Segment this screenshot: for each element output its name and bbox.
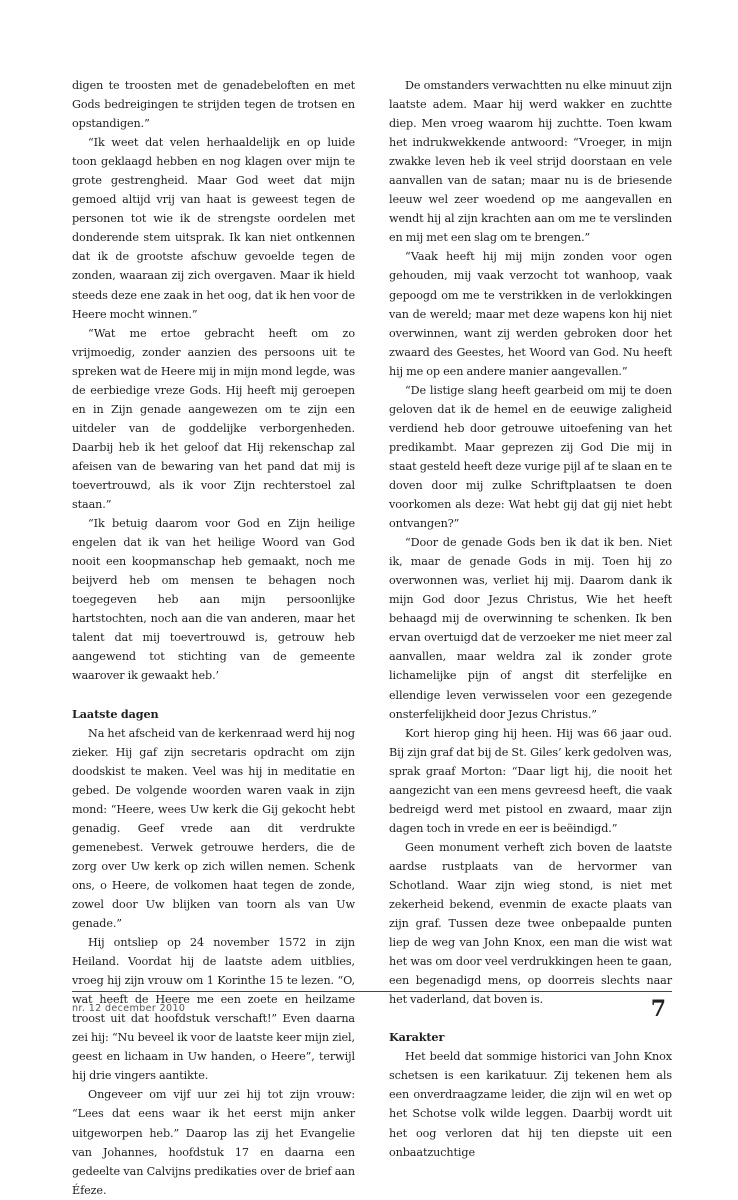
paragraph: Hij ontsliep op 24 november 1572 in zijn Heiland. Voordat hij de laatste adem uitblies, vroeg hij zijn vrouw om 1 Korinthe 15 te lezen. “O, wat heeft de Heere me een zoete en heilzame troost uit dat hoofdstuk verschaft!” Even daarna zei hij: “Nu beveel ik voor de laatste keer mijn ziel, geest en lichaam in Uw handen, o Heere”, terwijl hij drie vingers aantikte. bbox=[72, 936, 355, 1083]
section-heading-karakter: Karakter bbox=[389, 1030, 445, 1045]
section-spacer bbox=[389, 1009, 672, 1028]
page-number: 7 bbox=[650, 996, 666, 1022]
paragraph: “Wat me ertoe gebracht heeft om zo vrijmoedig, zonder aanzien des persoons uit te spreken wat de Heere mij in mijn mond legde, was de eerbiedige vreze Gods. Hij heeft mij geroepen en in Zijn genade aangewezen om te zijn een uitdeler van de goddelijke verborgenheden. Daarbij heb ik het geloof dat Hij rekenschap zal afeisen van de bewaring van het pand dat mij is toevertrouwd, als ik voor Zijn rechterstoel zal staan.” bbox=[72, 326, 355, 512]
paragraph: De omstanders verwachtten nu elke minuut zijn laatste adem. Maar hij werd wakker en zuchtte diep. Men vroeg waarom hij zuchtte. Toen kwam het indrukwekkende antwoord: “Vroeger, in mijn zwakke leven heb ik veel strijd doorstaan en vele aanvallen van de satan; maar nu is de briesende leeuw wel zeer woedend op me aangevallen en wendt hij al zijn krachten aan om me te verslinden en mij met een slag om te brengen.” bbox=[389, 79, 672, 245]
footer-rule bbox=[72, 991, 672, 992]
issue-label: nr. 12 december 2010 bbox=[72, 1003, 186, 1014]
paragraph: Kort hierop ging hij heen. Hij was 66 jaar oud. Bij zijn graf dat bij de St. Giles’ kerk gedolven was, sprak graaf Morton: “Daar ligt hij, die nooit het aangezicht van een mens gevreesd heeft, die vaak bedreigd werd met pistool en zwaard, maar zijn dagen toch in vrede en eer is beëindigd.” bbox=[389, 726, 672, 835]
paragraph: “Ik betuig daarom voor God en Zijn heilige engelen dat ik van het heilige Woord van God nooit een koopmanschap heb gemaakt, noch me beijverd heb om mensen te behagen noch toegegeven heb aan mijn persoonlijke hartstochten, noch aan die van anderen, maar het talent dat mij toevertrouwd is, getrouw heb aangewend tot stichting van de gemeente waarover ik gewaakt heb.’ bbox=[72, 517, 355, 683]
paragraph: Na het afscheid van de kerkenraad werd hij nog zieker. Hij gaf zijn secretaris opdracht om zijn doodskist te maken. Veel was hij in meditatie en gebed. De volgende woorden waren vaak in zijn mond: “Heere, wees Uw kerk die Gij gekocht hebt genadig. Geef vrede aan dit verdrukte gemenebest. Verwek getrouwe herders, die de zorg over Uw kerk op zich willen nemen. Schenk ons, o Heere, de volkomen haat tegen de zonde, zowel door Uw blijken van toorn als van Uw genade.” bbox=[72, 726, 355, 931]
paragraph: “Ik weet dat velen herhaaldelijk en op luide toon geklaagd hebben en nog klagen over mijn te grote gestrengheid. Maar God weet dat mijn gemoed altijd vrij van haat is geweest tegen de personen tot wie ik de strengste oordelen met donderende stem uitsprak. Ik kan niet ontkennen dat ik de grootste afschuw gevoelde tegen de zonden, waaraan zij zich overgaven. Maar ik hield steeds deze ene zaak in het oog, dat ik hen voor de Heere mocht winnen.” bbox=[72, 136, 355, 321]
paragraph: “Vaak heeft hij mij mijn zonden voor ogen gehouden, mij vaak verzocht tot wanhoop, vaak gepoogd om me te verstrikken in de verlokkingen van de wereld; maar met deze wapens kon hij niet overwinnen, want zij werden gebroken door het zwaard des Geestes, het Woord van God. Nu heeft hij me op een andere manier aangevallen.” bbox=[389, 250, 672, 378]
paragraph: Ongeveer om vijf uur zei hij tot zijn vrouw: “Lees dat eens waar ik het eerst mijn anker uitgeworpen heb.” Daarop las zij het Evangelie van Johannes, hoofdstuk 17 en daarna een gedeelte van Calvijns predikaties over de brief aan Éfeze. bbox=[72, 1088, 355, 1197]
paragraph: Het beeld dat sommige historici van John Knox schetsen is een karikatuur. Zij tekenen hem als een onverdraagzame leider, die zijn wil en wet op het Schotse volk wilde leggen. Daarbij wordt uit het oog verloren dat hij ten diepste uit een onbaatzuchtige bbox=[389, 1050, 672, 1159]
section-spacer bbox=[72, 686, 355, 705]
paragraph: Geen monument verheft zich boven de laatste aardse rustplaats van de hervormer van Schotland. Waar zijn wieg stond, is niet met zekerheid bekend, evenmin de exacte plaats van zijn graf. Tussen deze twee onbepaalde punten liep de weg van John Knox, een man die wist wat het was om door veel verdrukkingen heen te gaan, een begenadigd mens, op doorreis slechts naar het vaderland, dat boven is. bbox=[389, 840, 672, 1007]
paragraph: digen te troosten met de genadebeloften en met Gods bedreigingen te strijden tegen de trotsen en opstandigen.” bbox=[72, 79, 355, 131]
right-column bbox=[389, 76, 672, 1162]
paragraph: “De listige slang heeft gearbeid om mij te doen geloven dat ik de hemel en de eeuwige zaligheid verdiend heb door getrouwe uitoefening van het predikambt. Maar geprezen zij God Die mij in staat gesteld heeft deze vurige pijl af te slaan en te doven door mij zulke Schriftplaatsen te doen voorkomen als deze: Wat hebt gij dat gij niet hebt ontvangen?” bbox=[389, 383, 672, 531]
section-heading-laatste-dagen: Laatste dagen bbox=[72, 706, 159, 721]
left-column bbox=[72, 76, 355, 1200]
paragraph: “Door de genade Gods ben ik dat ik ben. Niet ik, maar de genade Gods in mij. Toen hij zo overwonnen was, verliet hij mij. Daarom dank ik mijn God door Jezus Christus, Wie het heeft behaagd mij de overwinning te schenken. Ik ben ervan overtuigd dat de verzoeker me niet meer zal aanvallen, maar weldra zal ik zonder grote lichamelijke pijn of angst dit sterfelijke en ellendige leven verwisselen voor een gezegende onsterfelijkheid door Jezus Christus.” bbox=[389, 536, 672, 721]
